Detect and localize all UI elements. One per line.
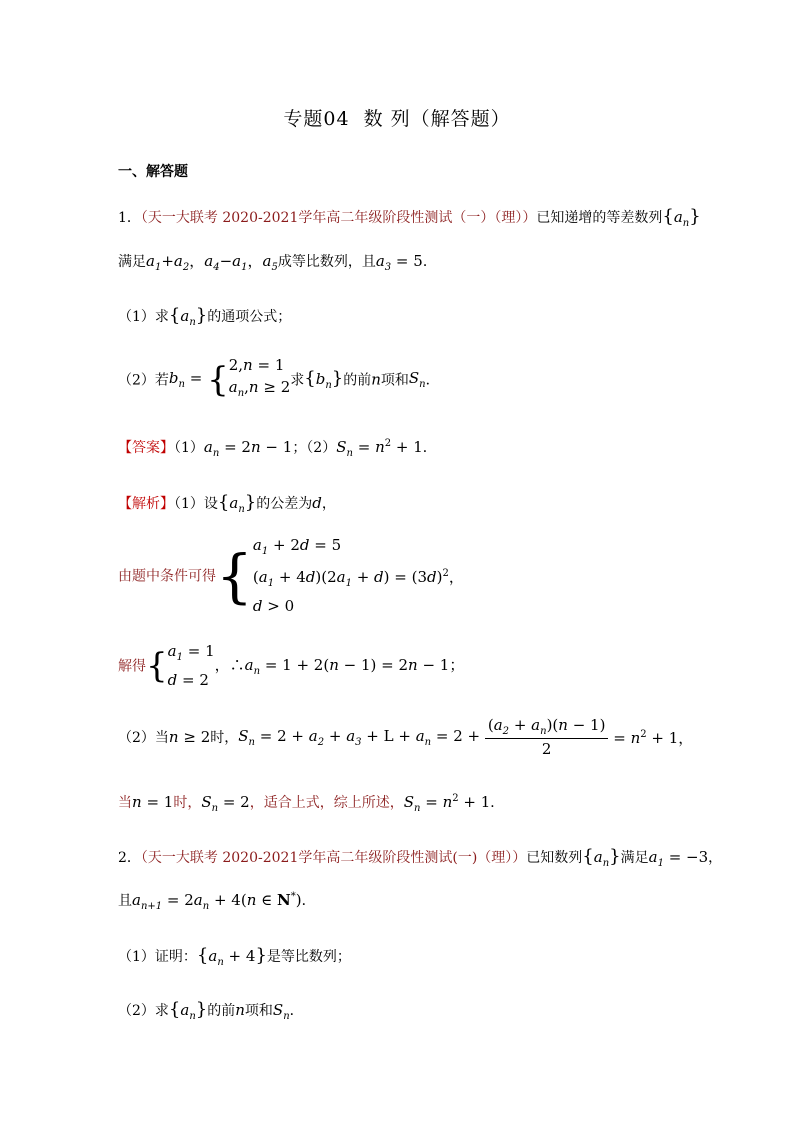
q1-analysis-1: 【解析】（1）设$\{a_n\}$的公差为d， [118,492,336,515]
answer-part2-label: ；（2） [292,440,337,456]
analysis-5b: 时， [173,795,202,811]
q1-part2-label: （2）若 [118,372,169,389]
q2-part2-text-a: 的前 [207,1003,236,1019]
q1-part2-text-a: 求 [290,372,305,389]
analysis-5c: ，适合上式，综上所述， [249,795,404,811]
q1-bn-cases: 2,n = 1 $a_n,n \ge 2$ [228,356,291,399]
q1-seq-an: $\{a_n\}$ [662,206,701,229]
analysis-5a: 当 [118,795,132,811]
q1-analysis-2: 由题中条件可得{$a_1 + 2d = 5$ $(a_1 + 4d)(2a_1 + d) = (3d)^2$， d > 0 [118,536,464,615]
analysis-4: （2）当 [118,730,169,746]
q1-part2: （2）若$b_n = \{2,n = 1$ $a_n,n \ge 2$求$\{b_n\}$的前n项和$S_n$． [118,354,440,405]
answer-tag: 【答案】 [118,440,174,456]
q1-stem-b: 满足 [118,254,146,270]
q1-part1: （1）求$\{a_n\}$的通项公式； [118,305,292,328]
analysis-1a: （1）设 [174,496,218,512]
analysis-2: 由题中条件可得 [118,568,216,585]
q2-part2-text-b: 项和 [244,1003,273,1019]
q1-analysis-5: 当n = 1时，$S_n = 2$，适合上式，综上所述，$S_n = n^2 + 1$． [118,793,505,814]
q2-source: （天一大联考 2020-2021学年高二年级阶段性测试(一)（理）） [140,850,527,866]
q1-stem-c: 成等比数列，且 [277,254,376,270]
q1-analysis-4: （2）当n ≥ 2时，$S_n = 2 + a_2 + a_3 + L + a_n = 2$ + $\frac{(a_2 + a_n)(n - 1)}{2}$ = $n^2 + 1$， [118,716,694,758]
q1-equation-system: $a_1 + 2d = 5$ $(a_1 + 4d)(2a_1 + d) = (3d)^2$， d > 0 [252,536,464,615]
q2-part2-label: （2）求 [118,1003,169,1019]
analysis-1b: 的公差为 [256,496,313,512]
q1-answer: 【答案】$(1)a_n = 2n - 1$；$(2)S_n = n^2 + 1$． [118,438,437,459]
q1-stem-line2: 满足$a_1+a_2$，$a_4-a_1$，$a_5$成等比数列，且$a_3 = 5$． [118,252,437,273]
q1-source: （天一大联考 2020-2021学年高二年级阶段性测试（一）（理）） [140,210,537,226]
q2-stem-a: 已知数列 [526,850,583,866]
q1-part1-text: 的通项公式； [207,309,292,325]
q2-stem-c: 且 [118,893,132,909]
q2-number: 2． [118,850,141,866]
q2-stem-b: 满足 [620,850,649,866]
title-subject: 数 列（解答题） [363,108,511,130]
q1-part1-label: （1）求 [118,309,169,325]
q2-part1-label: （1）证明： [118,949,197,965]
q1-part2-text-c: 项和 [380,372,409,389]
q1-part2-text-b: 的前 [343,372,372,389]
analysis-tag: 【解析】 [118,496,174,512]
title-topic: 专题04 [283,108,350,130]
q1-stem-line1 [118,206,701,229]
q1-analysis-3: 解得{$a_1 = 1$ d = 2，$\therefore a_n = 1 + 2(n - 1) = 2n - 1$； [118,642,465,689]
q1-number: 1． [118,210,141,226]
q2-part1: （1）证明：$\{a_n + 4\}$是等比数列； [118,945,351,968]
q1-terms: $a_1+a_2$，$a_4-a_1$，$a_5$ [146,252,278,273]
q1-stem-a: 已知递增的等差数列 [536,210,663,226]
q2-stem-line2: 且$a_{n+1} = 2a_n + 4(n$ ∈ N*)． [118,891,316,912]
q2-stem-line1: 2．（天一大联考 2020-2021学年高二年级阶段性测试(一)（理））已知数列$\{a_n\}$满足$a_1 = -3$， [118,846,723,869]
q2-part1-text: 是等比数列； [266,949,351,965]
answer-part1-label: （1） [174,440,204,456]
q1-a3: $a_3 = 5$ [375,252,423,273]
page-title [0,104,794,131]
analysis-4b: 时， [210,730,239,746]
q2-part2: （2）求$\{a_n\}$的前n项和$S_n$． [118,999,304,1022]
q1-sum-fraction: $\frac{(a_2 + a_n)(n - 1)}{2}$ [485,716,609,758]
section-heading: 一、解答题 [118,164,188,180]
analysis-3: 解得 [118,658,146,675]
